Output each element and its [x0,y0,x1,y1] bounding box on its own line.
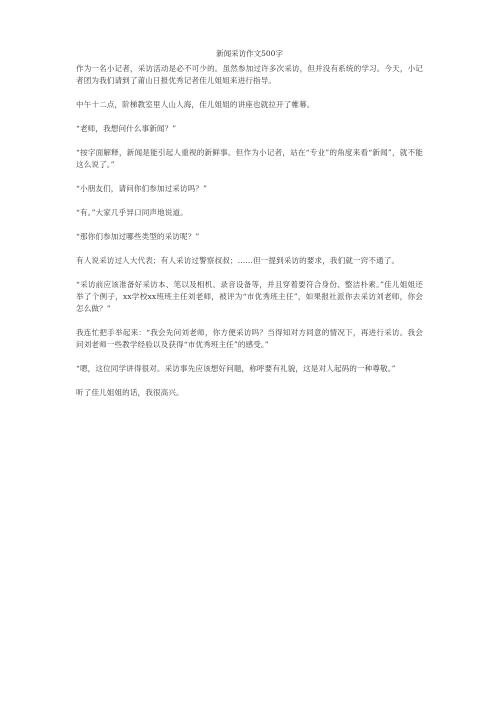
paragraph-11: “嗯，这位同学讲得很对。采访事先应该想好问题，称呼要有礼貌，这是对人起码的一种尊敬。” [76,364,396,373]
paragraph-gap [76,351,423,363]
paragraph-gap [76,171,423,183]
paragraph-7: “那你们参加过哪些类型的采访呢？” [76,232,200,241]
paragraph-9: “采访前应该准备好采访本、笔以及相机、录音设备等，并且穿着要符合身份、整洁朴素。”佳儿姐姐还举了个例子，xx学校xx班班主任刘老师，被评为“市优秀班主任”，如果报社派你去采访刘老师，你会怎么做？” [76,280,423,313]
paragraph-8: 有人说采访过人大代表；有人采访过警察叔叔；……但一提到采访的要求，我们就一窍不通了。 [76,256,400,265]
paragraph-gap [76,135,423,147]
paragraph-gap [76,87,423,99]
paragraph-gap [76,375,423,387]
paragraph-10: 我连忙把手举起来：“我会先问刘老师，你方便采访吗？当得知对方同意的情况下，再进行采访。我会问刘老师一些教学经验以及获得“市优秀班主任”的感受。” [76,328,423,349]
paragraph-gap [76,195,423,207]
paragraph-gap [76,315,423,327]
paragraph-12: 听了佳儿姐姐的话，我很高兴。 [76,388,184,397]
document-title: 新闻采访作文500字 [216,49,283,58]
paragraph-gap [76,267,423,279]
paragraph-1: 作为一名小记者，采访活动是必不可少的。虽然参加过许多次采访，但并没有系统的学习。今天，小记者团为我们请到了莆山日报优秀记者佳儿姐姐来进行指导。 [76,64,423,85]
paragraph-2: 中午十二点，阶梯教室里人山人海，佳儿姐姐的讲座也就拉开了帷幕。 [76,100,315,109]
paragraph-3: “老师，我想问什么事新闻？” [76,124,177,133]
paragraph-6: “有。”大家几乎异口同声地说道。 [76,208,188,217]
paragraph-gap [76,111,423,123]
paragraph-5: “小朋友们，请问你们参加过采访吗？” [76,184,208,193]
paragraph-gap [76,219,423,231]
paragraph-4: “按字面解释，新闻是能引起人重视的新鲜事。但作为小记者，站在“专业”的角度来看“新闻”，就不能这么说了。” [76,148,423,169]
paragraph-gap [76,243,423,255]
document-page [76,48,423,399]
